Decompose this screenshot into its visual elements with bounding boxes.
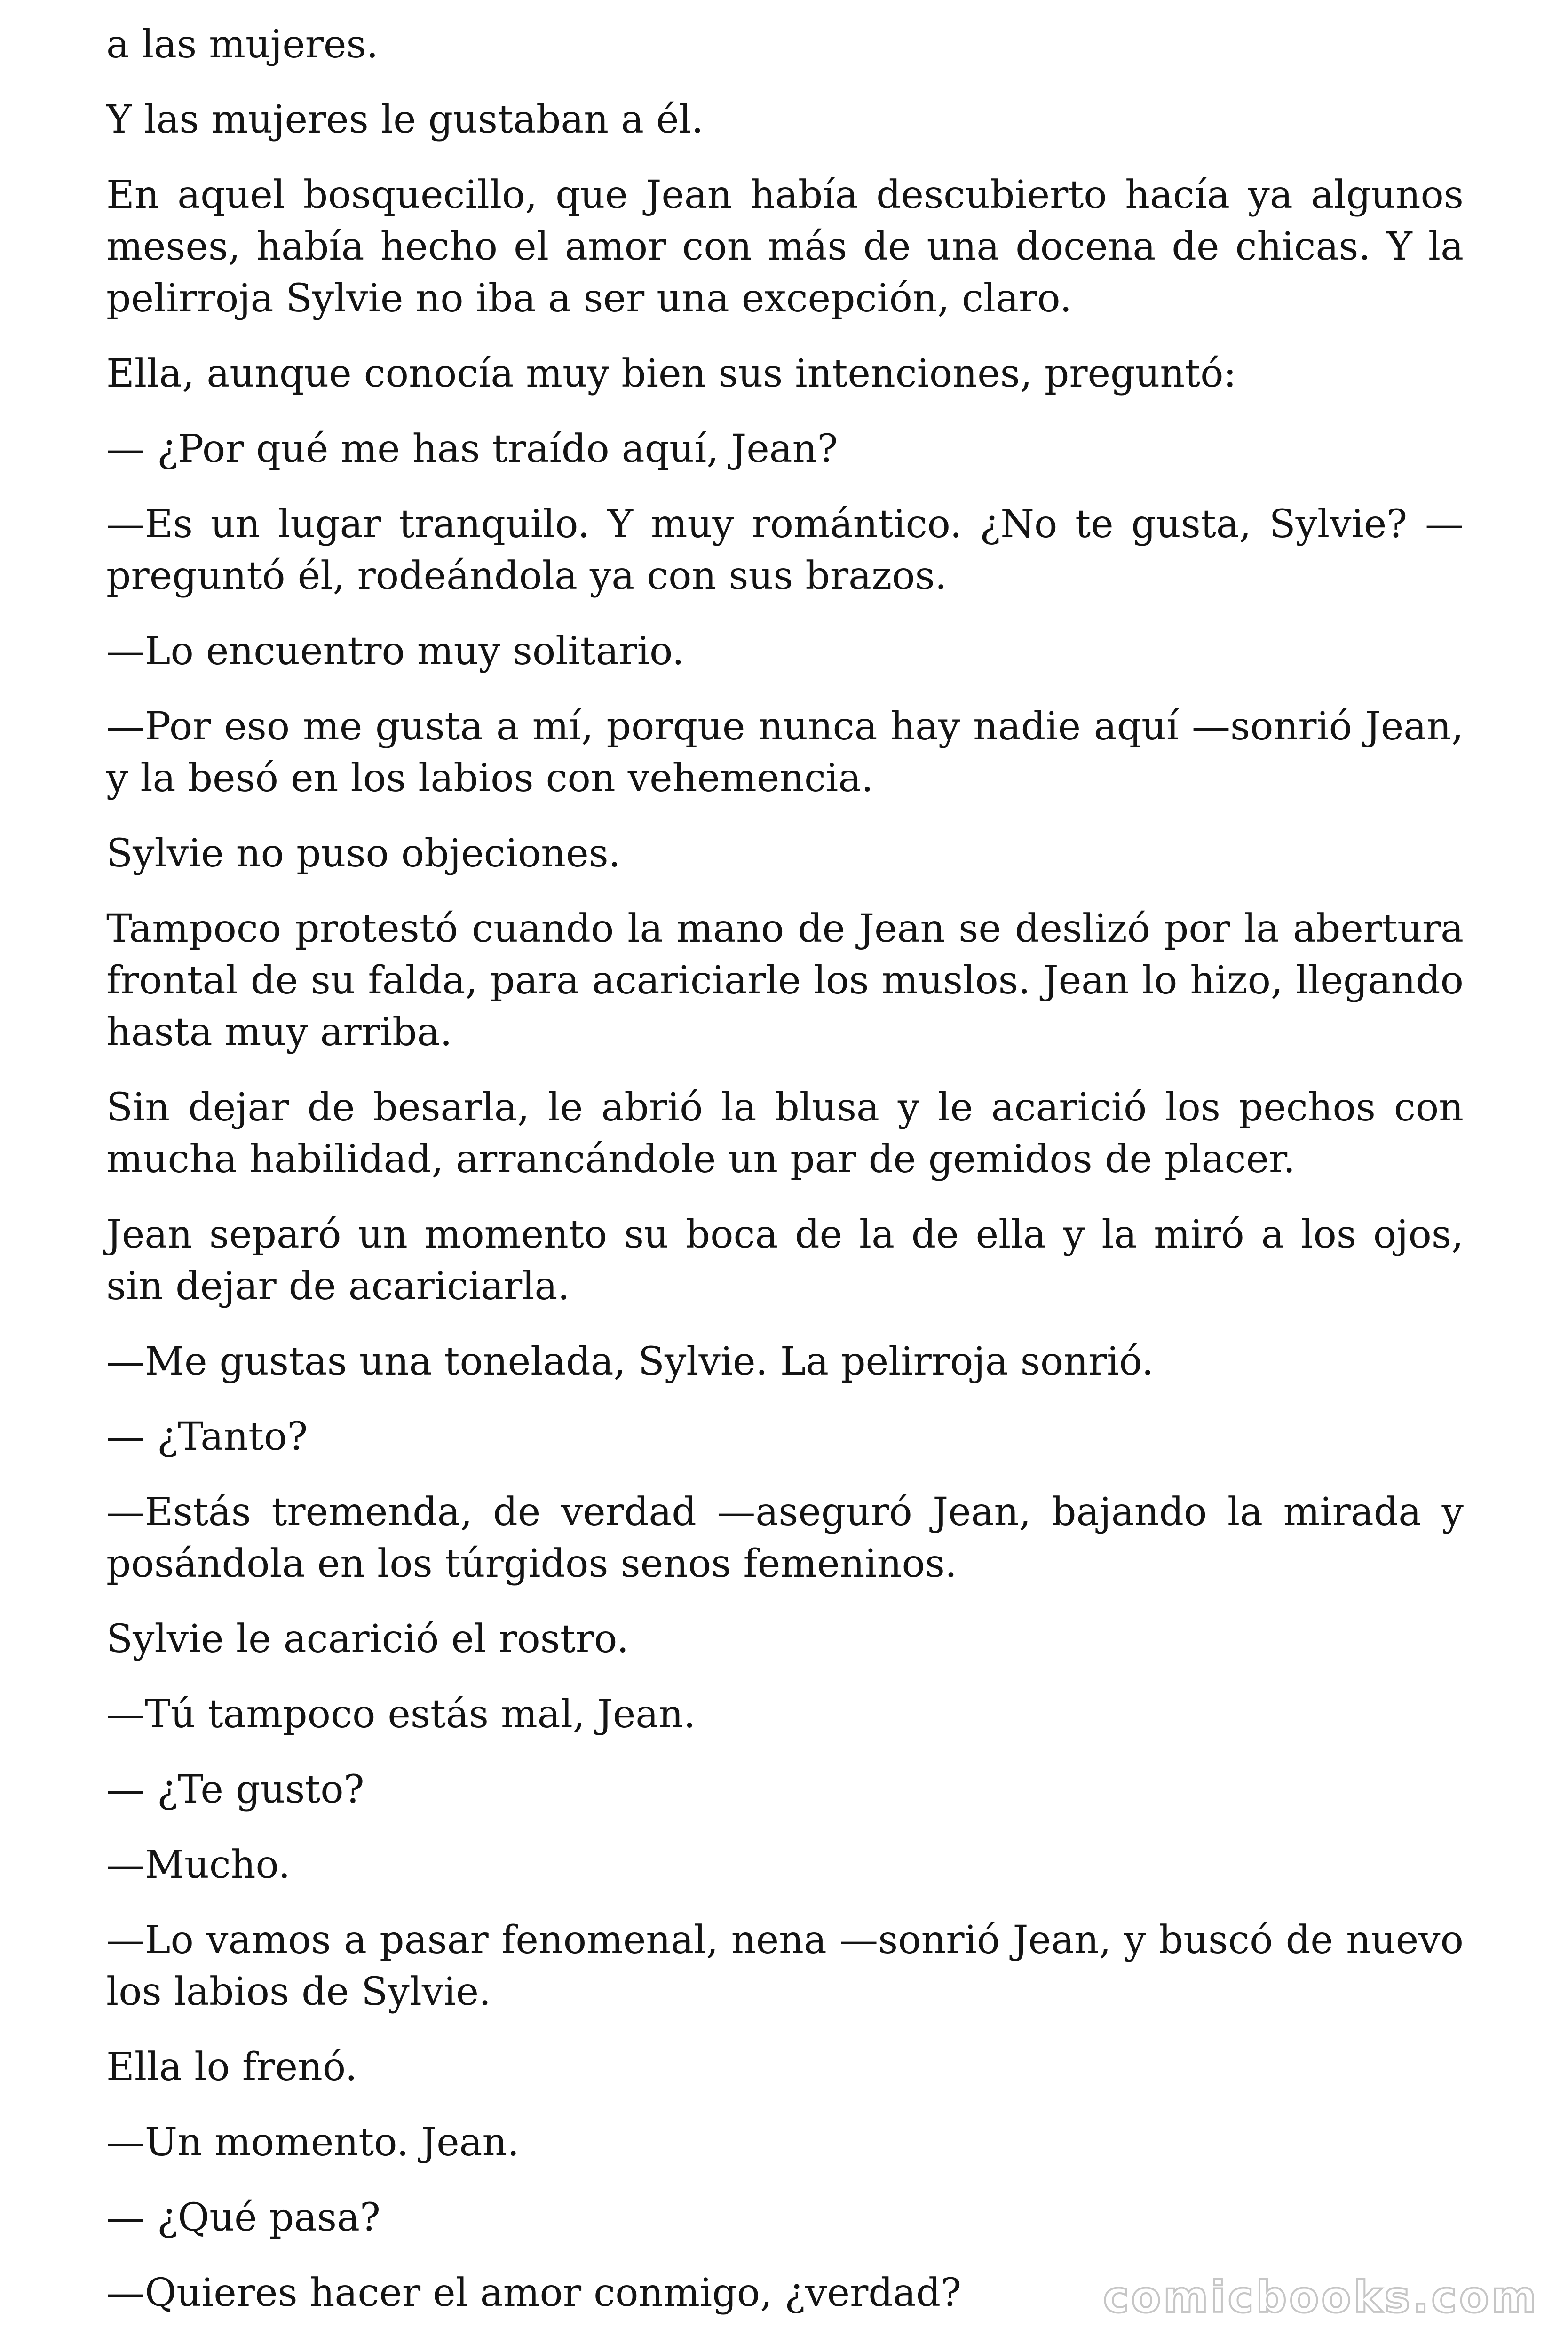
paragraph: — ¿Por qué me has traído aquí, Jean? <box>106 427 838 471</box>
paragraph: —Es un lugar tranquilo. Y muy romántico. ¿No te gusta, Sylvie? —preguntó él, rodeándola ya con sus brazos. <box>106 502 1464 598</box>
paragraph: — ¿Qué pasa? <box>106 2195 380 2240</box>
paragraph: —Tú tampoco estás mal, Jean. <box>106 1692 696 1737</box>
paragraph: —Lo vamos a pasar fenomenal, nena —sonrió Jean, y buscó de nuevo los labios de Sylvie. <box>106 1918 1464 2014</box>
paragraph: — ¿Tanto? <box>106 1414 308 1459</box>
paragraph: Y las mujeres le gustaban a él. <box>106 97 704 142</box>
paragraph: Sylvie le acarició el rostro. <box>106 1617 629 1661</box>
paragraph: Sin dejar de besarla, le abrió la blusa y le acarició los pechos con mucha habilidad, arrancándole un par de gemidos de placer. <box>106 1085 1464 1182</box>
paragraph: En aquel bosquecillo, que Jean había descubierto hacía ya algunos meses, había hecho el amor con más de una docena de chicas. Y la pelirroja Sylvie no iba a ser una excepción, claro. <box>106 173 1464 321</box>
watermark: comicbooks.com <box>1103 2272 1539 2322</box>
paragraph: Sylvie no puso objeciones. <box>106 831 621 876</box>
paragraph: Ella lo frenó. <box>106 2045 357 2090</box>
paragraph: Tampoco protestó cuando la mano de Jean se deslizó por la abertura frontal de su falda, para acariciarle los muslos. Jean lo hizo, llegando hasta muy arriba. <box>106 906 1464 1055</box>
paragraph: Ella, aunque conocía muy bien sus intenciones, preguntó: <box>106 351 1237 396</box>
paragraph: Jean separó un momento su boca de la de ella y la miró a los ojos, sin dejar de acariciarla. <box>106 1212 1464 1309</box>
paragraph: —Un momento. Jean. <box>106 2120 520 2165</box>
paragraph: —Estás tremenda, de verdad —aseguró Jean, bajando la mirada y posándola en los túrgidos senos femeninos. <box>106 1490 1464 1586</box>
paragraph: — ¿Te gusto? <box>106 1767 364 1812</box>
paragraph: —Me gustas una tonelada, Sylvie. La pelirroja sonrió. <box>106 1339 1154 1384</box>
paragraph: —Lo encuentro muy solitario. <box>106 629 684 674</box>
paragraph: —Mucho. <box>106 1843 291 1887</box>
paragraph: a las mujeres. <box>106 22 379 67</box>
paragraph: —Por eso me gusta a mí, porque nunca hay nadie aquí —sonrió Jean, y la besó en los labios con vehemencia. <box>106 704 1464 801</box>
paragraph: —Quieres hacer el amor conmigo, ¿verdad? <box>106 2271 962 2315</box>
book-page-text <box>106 19 1464 2343</box>
